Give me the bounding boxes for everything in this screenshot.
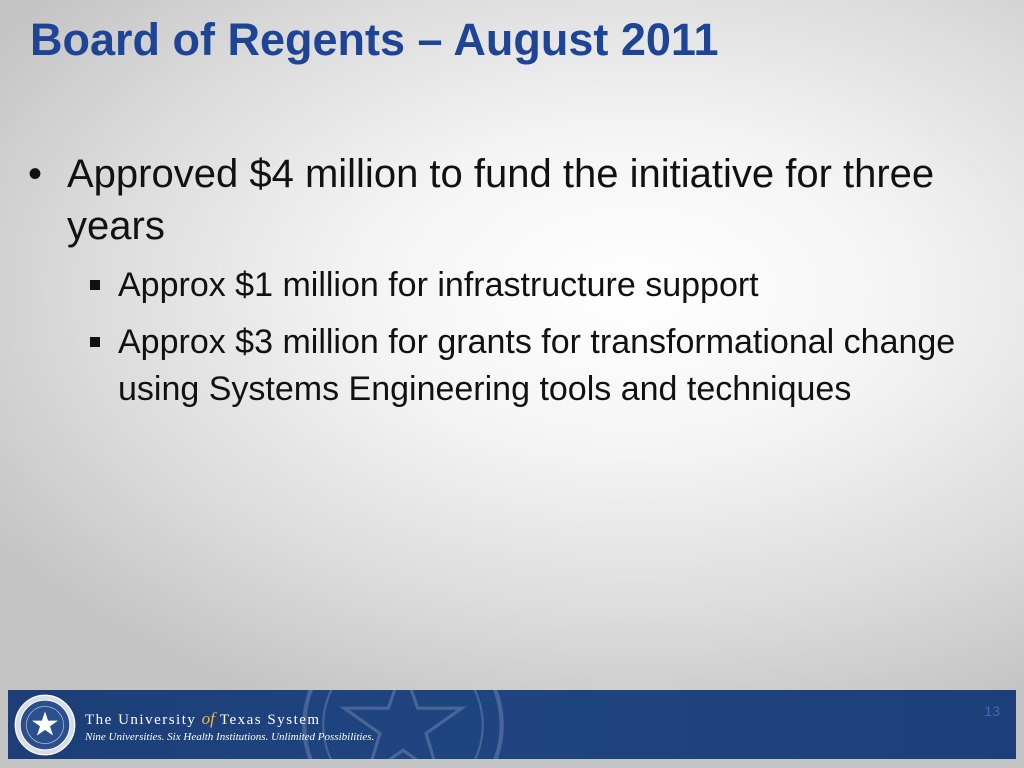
sub-bullet-item	[24, 319, 984, 413]
square-bullet-icon	[90, 337, 100, 347]
page-number: 13	[984, 703, 1000, 719]
sub-bullet-list	[24, 262, 984, 413]
wordmark-part: The University	[85, 712, 197, 728]
sub-bullet-item	[24, 262, 984, 309]
slide-content	[24, 148, 984, 423]
bullet-marker: •	[28, 152, 43, 196]
sub-bullet-text: Approx $1 million for infrastructure support	[118, 266, 759, 304]
tagline: Nine Universities. Six Health Institutions. Unlimited Possibilities.	[85, 731, 375, 743]
wordmark-part: Texas System	[219, 712, 321, 728]
seal-watermark-icon	[298, 690, 508, 759]
sub-bullet-text: Approx $3 million for grants for transformational change using Systems Engineering tools and techniques	[118, 323, 956, 408]
bullet-item	[24, 148, 984, 252]
university-wordmark	[85, 709, 321, 729]
footer-bar	[8, 690, 1016, 759]
slide-title: Board of Regents – August 2011	[30, 14, 719, 65]
square-bullet-icon	[90, 280, 100, 290]
ut-system-seal-icon	[14, 694, 76, 756]
bullet-text: Approved $4 million to fund the initiative for three years	[67, 152, 935, 248]
wordmark-of: of	[201, 709, 215, 728]
